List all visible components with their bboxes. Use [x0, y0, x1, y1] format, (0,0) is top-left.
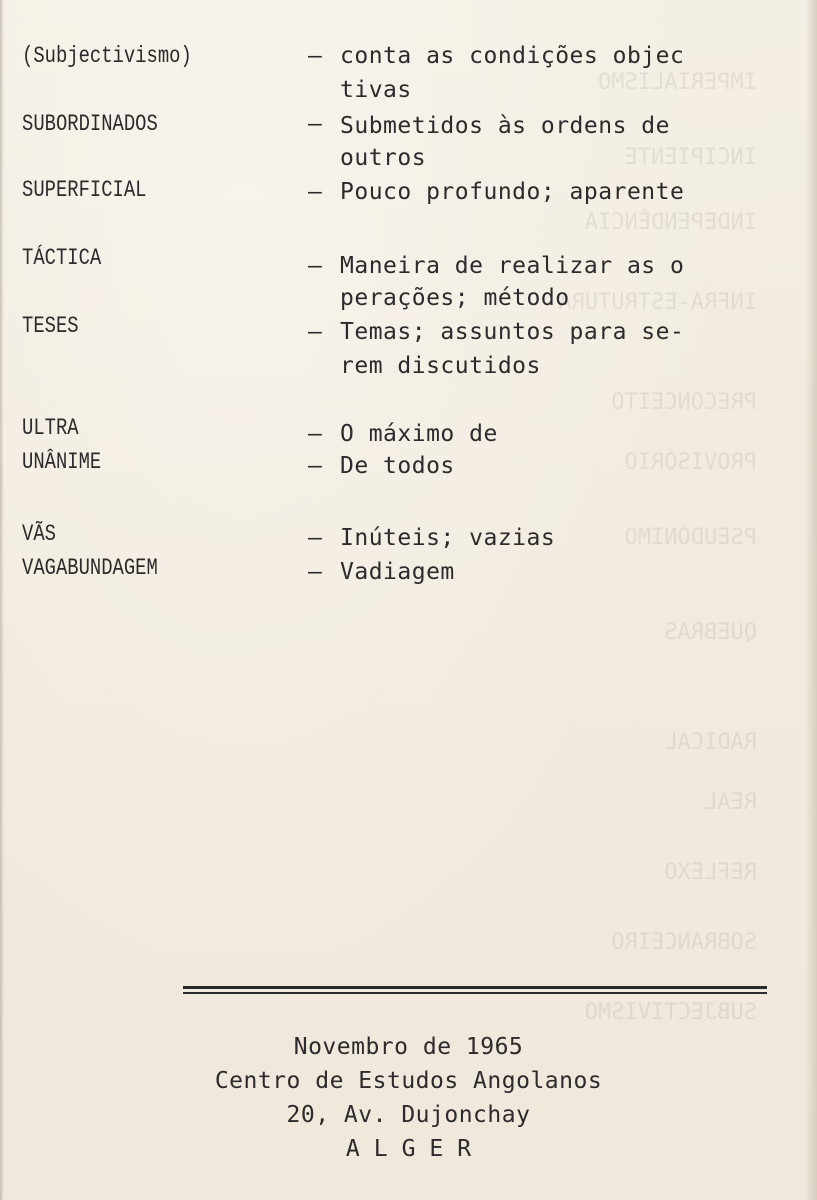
footer-organization: Centro de Estudos Angolanos [214, 1068, 603, 1094]
definition-teses-line1: Temas; assuntos para se- [340, 319, 685, 345]
footer-address: 20, Av. Dujonchay [286, 1102, 531, 1128]
definition-tactica-line1: Maneira de realizar as o [340, 253, 685, 279]
definition-subordinados-line1: Submetidos às ordens de [340, 113, 670, 139]
definition-subordinados-line2: outros [340, 145, 427, 171]
entry-dash: – [308, 253, 322, 279]
definition-subjectivismo-line1: conta as condições objec [340, 43, 685, 69]
definition-vas-line1: Inúteis; vazias [340, 525, 556, 551]
footer-date: Novembro de 1965 [293, 1034, 524, 1060]
term-unanime: UNÂNIME [22, 449, 102, 475]
footer-city: ALGER [345, 1136, 486, 1162]
entry-dash: – [308, 525, 322, 551]
entry-dash: – [308, 453, 322, 479]
entry-dash: – [308, 421, 322, 447]
footer-divider-bottom [183, 992, 767, 994]
definition-subjectivismo-line2: tivas [340, 77, 412, 103]
term-teses: TESES [22, 313, 79, 339]
term-tactica: TÁCTICA [22, 245, 102, 271]
term-vas: VÃS [22, 521, 56, 547]
term-ultra: ULTRA [22, 415, 79, 441]
page-left-edge [0, 0, 4, 1200]
definition-superficial-line1: Pouco profundo; aparente [340, 179, 685, 205]
term-superficial: SUPERFICIAL [22, 177, 147, 203]
entry-dash: – [308, 559, 322, 585]
definition-tactica-line2: perações; método [340, 285, 570, 311]
definition-ultra-line1: O máximo de [340, 421, 498, 447]
term-vagabundagem: VAGABUNDAGEM [22, 555, 158, 581]
entry-dash: – [308, 179, 322, 205]
entry-dash: – [308, 111, 322, 137]
footer-divider-top [183, 986, 767, 989]
term-subjectivismo: (Subjectivismo) [22, 43, 192, 69]
page-right-edge [805, 0, 817, 1200]
entry-dash: – [308, 319, 322, 345]
term-subordinados: SUBORDINADOS [22, 111, 158, 137]
entry-dash: – [308, 43, 322, 69]
definition-unanime-line1: De todos [340, 453, 455, 479]
definition-teses-line2: rem discutidos [340, 353, 541, 379]
bleed-through-texture: IMPERIALISMO INCIPIENTE INDEPENDÊNCIA INFRA-ESTRUTURA PRECONCEITO PROVISÓRIO PSEUDÓNIMO QUEBRAS RADICAL REAL REFLEXO SOBRANCEIRO SUBJECTIVISMO [558, 70, 757, 1025]
definition-vagabundagem-line1: Vadiagem [340, 559, 455, 585]
